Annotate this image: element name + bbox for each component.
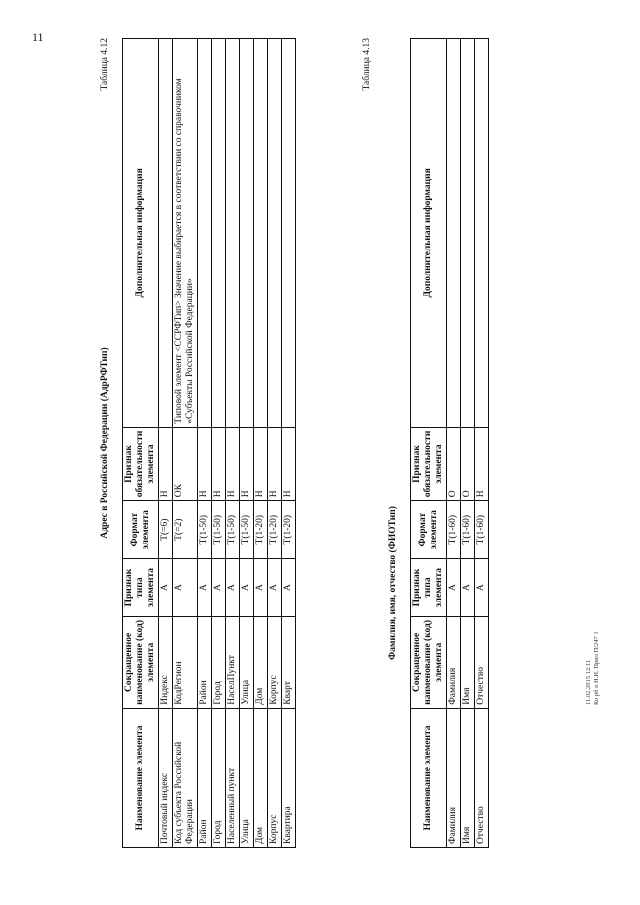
table-cell: НаселПункт: [226, 617, 240, 709]
table-cell: Корпус: [268, 708, 282, 847]
table-cell: Район: [198, 617, 212, 709]
table-row: [447, 39, 461, 848]
table-cell: А: [226, 559, 240, 617]
table-cell: Код субъекта Российской Федерации: [173, 708, 198, 847]
table-cell: Т(1-20): [282, 501, 296, 559]
table-row: [198, 39, 212, 848]
page-number: 11: [32, 30, 44, 44]
table-cell: [254, 39, 268, 428]
table-cell: [461, 39, 475, 428]
table-cell: Т(1-60): [447, 501, 461, 559]
table-cell: Улица: [240, 617, 254, 709]
table-title: Адрес в Российской Федерации (АдрРФТип): [100, 347, 110, 539]
table-cell: Т(1-50): [198, 501, 212, 559]
table-cell: Фамилия: [447, 617, 461, 709]
table-cell: Корпус: [268, 617, 282, 709]
column-header: Сокращенное наименование (код) элемента: [123, 617, 159, 709]
table-cell: Т(1-50): [212, 501, 226, 559]
table-cell: Фамилия: [447, 708, 461, 847]
table-cell: Дом: [254, 617, 268, 709]
table-cell: Т(1-20): [268, 501, 282, 559]
table-cell: [212, 39, 226, 428]
table-cell: [226, 39, 240, 428]
column-header: Дополнительная информация: [123, 39, 159, 428]
table-cell: [240, 39, 254, 428]
table-cell: А: [461, 559, 475, 617]
table-cell: Н: [254, 427, 268, 501]
table-row: [173, 39, 198, 848]
table-cell: А: [173, 559, 198, 617]
table-4-12: [122, 38, 296, 848]
table-cell: [282, 39, 296, 428]
column-header: Формат элемента: [411, 501, 447, 559]
table-row: [226, 39, 240, 848]
column-header: Дополнительная информация: [411, 39, 447, 428]
table-cell: Типовой элемент <ССРФТип> Значение выбирается в соответствии со справочником «Субъекты Российской Федерации»: [173, 39, 198, 428]
table-cell: Город: [212, 708, 226, 847]
table-4-13-block: [362, 38, 489, 848]
table-cell: О: [461, 427, 475, 501]
table-cell: Квартира: [282, 708, 296, 847]
table-cell: О: [447, 427, 461, 501]
table-4-13: [410, 38, 489, 848]
column-header: Наименование элемента: [123, 708, 159, 847]
table-row: [475, 39, 489, 848]
column-header: Сокращенное наименование (код) элемента: [411, 617, 447, 709]
footer-note-line: Ко рб о Н.И. Прил П/247 1: [593, 631, 600, 705]
table-cell: Т(1-60): [475, 501, 489, 559]
table-cell: Н: [159, 427, 173, 501]
table-cell: КодРегион: [173, 617, 198, 709]
column-header: Формат элемента: [123, 501, 159, 559]
table-cell: Дом: [254, 708, 268, 847]
table-cell: Т(1-60): [461, 501, 475, 559]
table-cell: ОК: [173, 427, 198, 501]
table-cell: Т(1-20): [254, 501, 268, 559]
table-cell: Н: [268, 427, 282, 501]
table-label: Таблица 4.13: [362, 38, 372, 91]
table-title: Фамилия, имя, отчество (ФИОТип): [388, 506, 398, 660]
column-header: Признак обязательности элемента: [123, 427, 159, 501]
table-cell: Т(=6): [159, 501, 173, 559]
table-cell: Город: [212, 617, 226, 709]
footer-note-line: 11.02.2015 12:11: [585, 659, 592, 705]
table-cell: А: [254, 559, 268, 617]
table-cell: А: [212, 559, 226, 617]
table-cell: Н: [240, 427, 254, 501]
table-cell: Отчество: [475, 617, 489, 709]
table-cell: Н: [226, 427, 240, 501]
table-cell: Т(1-50): [226, 501, 240, 559]
table-cell: [159, 39, 173, 428]
table-label: Таблица 4.12: [100, 38, 110, 91]
table-cell: Кварт: [282, 617, 296, 709]
table-cell: Т(=2): [173, 501, 198, 559]
table-4-12-block: [100, 38, 296, 848]
table-cell: [268, 39, 282, 428]
table-row: [268, 39, 282, 848]
table-row: [159, 39, 173, 848]
table-cell: Отчество: [475, 708, 489, 847]
table-cell: А: [282, 559, 296, 617]
table-cell: Имя: [461, 708, 475, 847]
table-cell: Улица: [240, 708, 254, 847]
table-cell: Н: [198, 427, 212, 501]
table-row: [254, 39, 268, 848]
table-cell: Т(1-50): [240, 501, 254, 559]
table-cell: А: [159, 559, 173, 617]
table-row: [240, 39, 254, 848]
table-cell: Н: [475, 427, 489, 501]
table-cell: Район: [198, 708, 212, 847]
table-cell: Населенный пункт: [226, 708, 240, 847]
column-header: Наименование элемента: [411, 708, 447, 847]
table-cell: А: [240, 559, 254, 617]
table-cell: А: [198, 559, 212, 617]
table-cell: [198, 39, 212, 428]
table-cell: Н: [212, 427, 226, 501]
column-header: Признак обязательности элемента: [411, 427, 447, 501]
table-cell: Имя: [461, 617, 475, 709]
table-cell: Индекс: [159, 617, 173, 709]
table-cell: А: [475, 559, 489, 617]
table-row: [461, 39, 475, 848]
column-header: Признак типа элемента: [123, 559, 159, 617]
table-cell: [475, 39, 489, 428]
table-cell: А: [447, 559, 461, 617]
column-header: Признак типа элемента: [411, 559, 447, 617]
table-cell: А: [268, 559, 282, 617]
table-cell: Почтовый индекс: [159, 708, 173, 847]
table-cell: [447, 39, 461, 428]
table-row: [212, 39, 226, 848]
table-cell: Н: [282, 427, 296, 501]
footer-note: [585, 631, 601, 705]
table-row: [282, 39, 296, 848]
